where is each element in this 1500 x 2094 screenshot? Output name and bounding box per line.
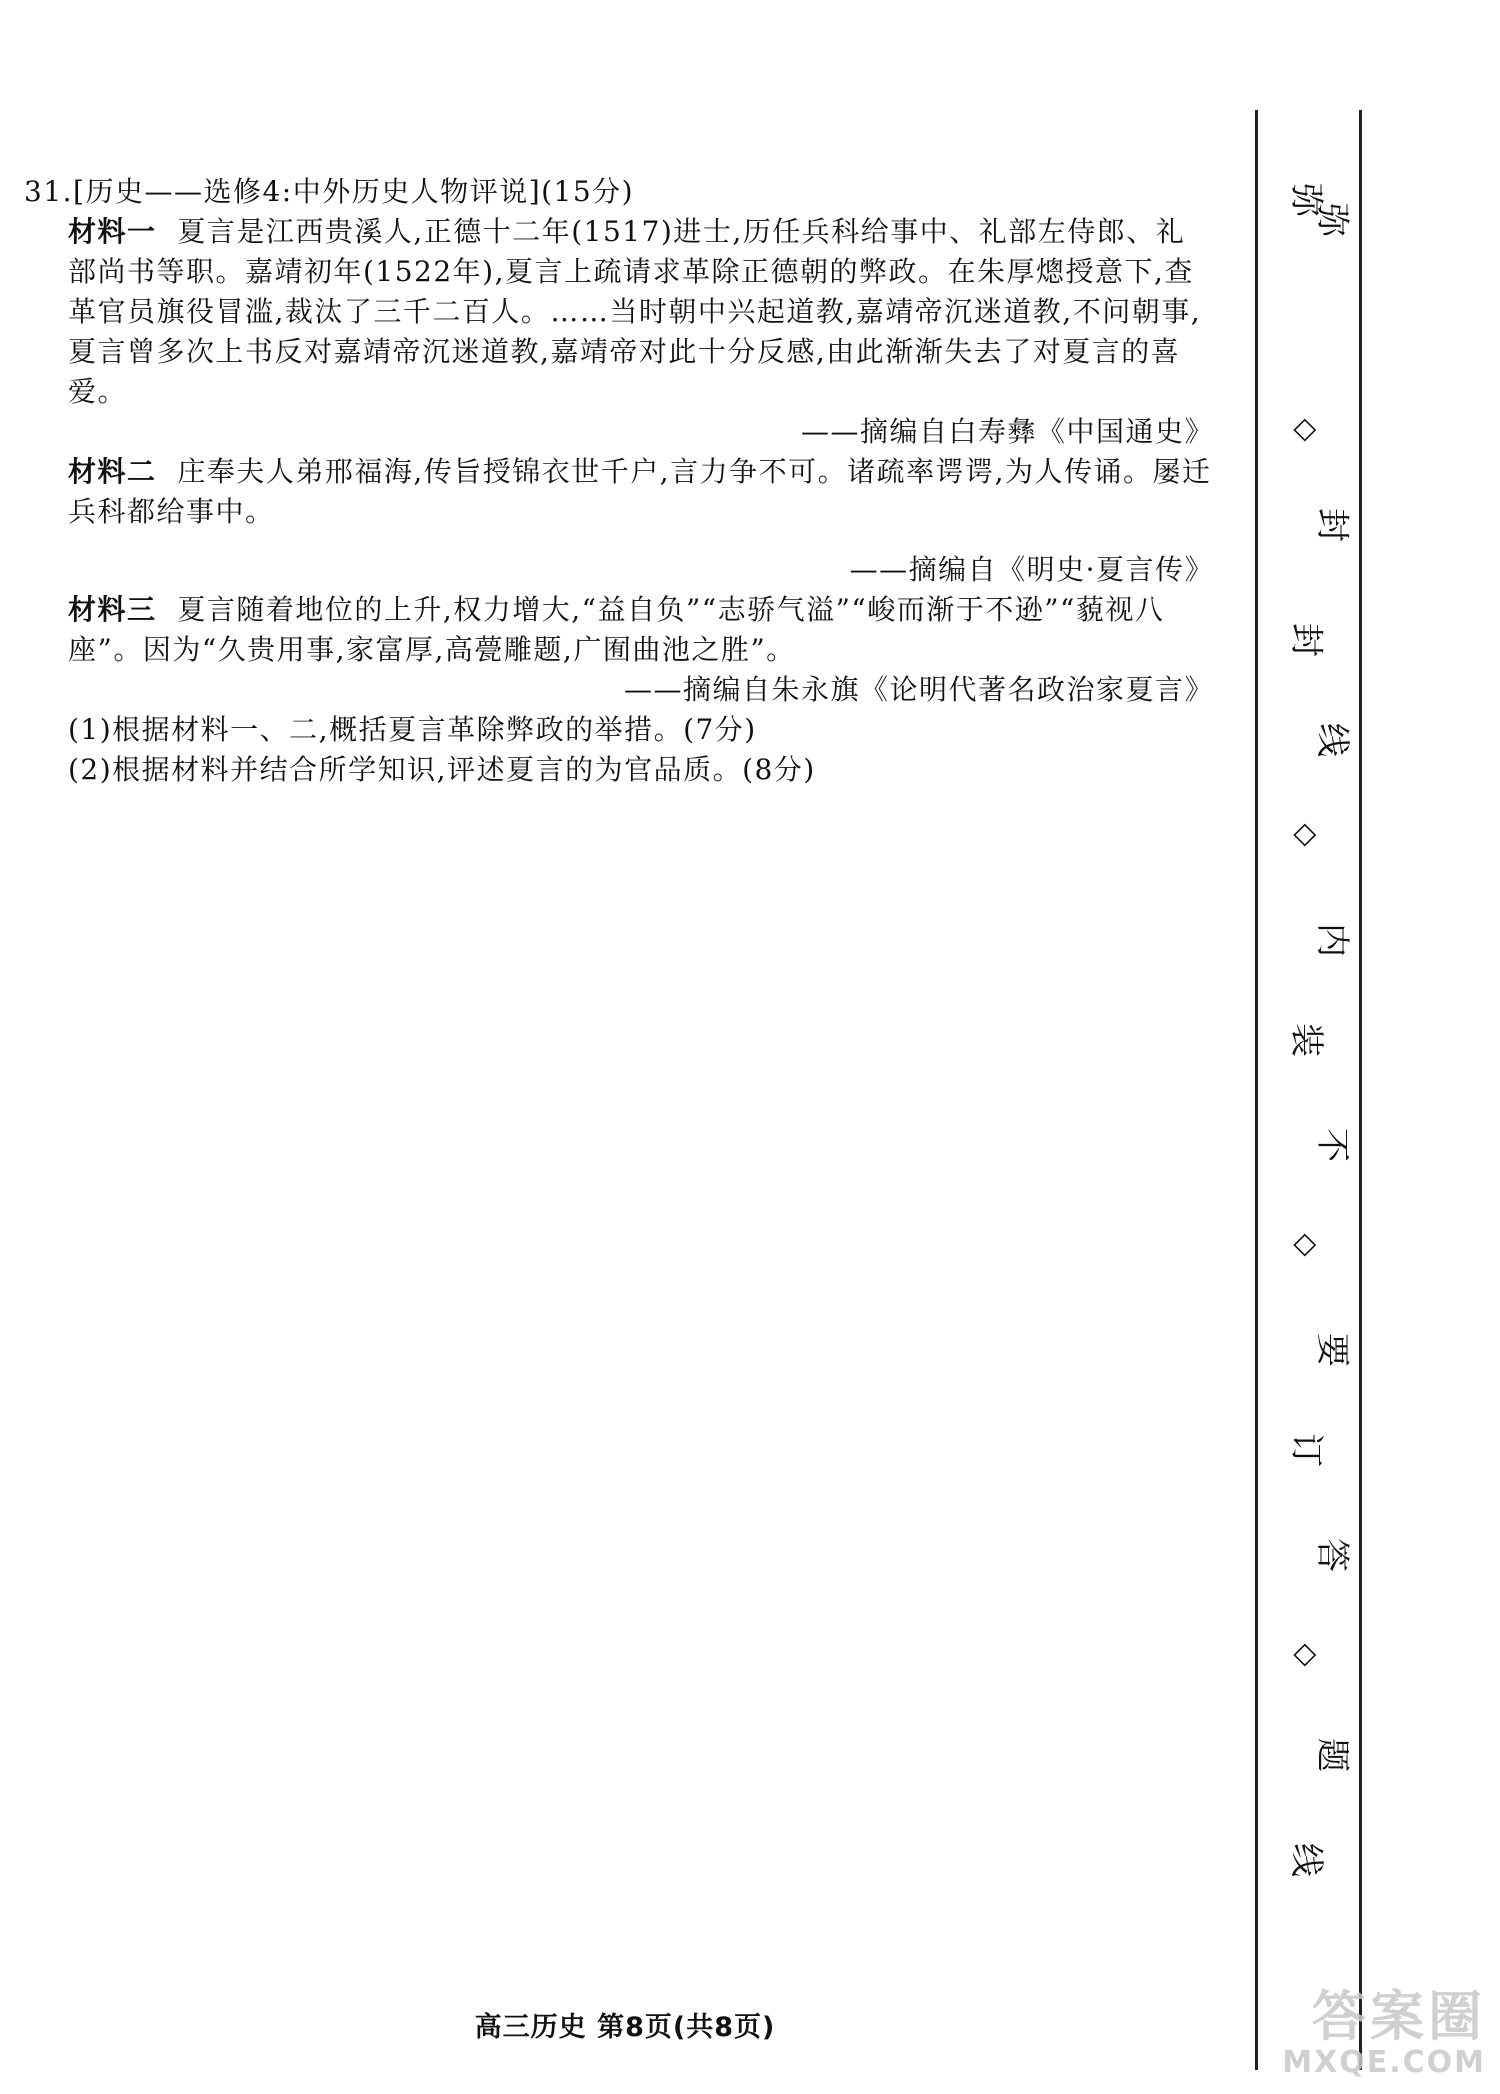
diamond-icon: ◇	[1289, 823, 1324, 847]
binding-inner-char: 订	[1286, 1433, 1326, 1467]
material-1	[24, 212, 1214, 412]
sub-question-2: (2)根据材料并结合所学知识,评述夏言的为官品质。(8分)	[68, 753, 816, 786]
binding-outer-char: 要	[1312, 1333, 1352, 1367]
binding-outer-char: 线	[1312, 723, 1352, 757]
material-3-text: 夏言随着地位的上升,权力增大,“益自负”“志骄气溢”“峻而渐于不逊”“藐视八座”。因为“久贵用事,家富厚,高甍雕题,广囿曲池之胜”。	[68, 593, 1165, 666]
binding-inner-char: 弥	[1286, 183, 1326, 217]
question-title: 31.[历史——选修4:中外历史人物评说](15分)	[24, 175, 635, 208]
material-1-label: 材料一	[68, 215, 157, 248]
material-3	[24, 590, 1214, 670]
binding-outer-char: 不	[1312, 1128, 1352, 1162]
material-2-source: ——摘编自《明史·夏言传》	[849, 553, 1214, 586]
material-3-source: ——摘编自朱永旗《论明代著名政治家夏言》	[623, 673, 1214, 706]
material-1-source: ——摘编自白寿彝《中国通史》	[800, 415, 1214, 448]
diamond-icon: ◇	[1289, 1233, 1324, 1257]
material-2-text: 庄奉夫人弟邢福海,传旨授锦衣世千户,言力争不可。诸疏率谔谔,为人传诵。屡迁兵科都给事中。	[68, 455, 1212, 528]
watermark	[1282, 1985, 1486, 2080]
binding-outer-char: 答	[1312, 1538, 1352, 1572]
binding-outer-char: 弥	[1312, 203, 1352, 237]
binding-outer-char: 内	[1312, 923, 1352, 957]
binding-outer-char: 封	[1312, 508, 1352, 542]
material-2	[24, 452, 1214, 532]
binding-line-inner	[1255, 110, 1258, 2070]
sub-question-1: (1)根据材料一、二,概括夏言革除弊政的举措。(7分)	[68, 713, 757, 746]
binding-outer-char: 题	[1312, 1738, 1352, 1772]
material-1-text: 夏言是江西贵溪人,正德十二年(1517)进士,历任兵科给事中、礼部左侍郎、礼部尚书等职。嘉靖初年(1522年),夏言上疏请求革除正德朝的弊政。在朱厚熜授意下,查革官员旗役冒滥,裁汰了三千二百人。……当时朝中兴起道教,嘉靖帝沉迷道教,不问朝事,夏言曾多次上书反对嘉靖帝沉迷道教,嘉靖帝对此十分反感,由此渐渐失去了对夏言的喜爱。	[68, 215, 1202, 408]
binding-line-outer	[1359, 110, 1362, 2070]
diamond-icon: ◇	[1289, 418, 1324, 442]
watermark-logo-text: 答案圈	[1312, 1985, 1486, 2048]
binding-inner-char: 封	[1286, 623, 1326, 657]
watermark-url: MXQE.COM	[1282, 2045, 1486, 2080]
material-3-label: 材料三	[68, 593, 157, 626]
binding-inner-char: 装	[1286, 1023, 1326, 1057]
binding-inner-char: 线	[1286, 1843, 1326, 1877]
question-block	[24, 172, 1214, 790]
diamond-icon: ◇	[1289, 1643, 1324, 1667]
page-footer: 高三历史 第8页(共8页)	[474, 2012, 776, 2043]
material-2-label: 材料二	[68, 455, 157, 488]
